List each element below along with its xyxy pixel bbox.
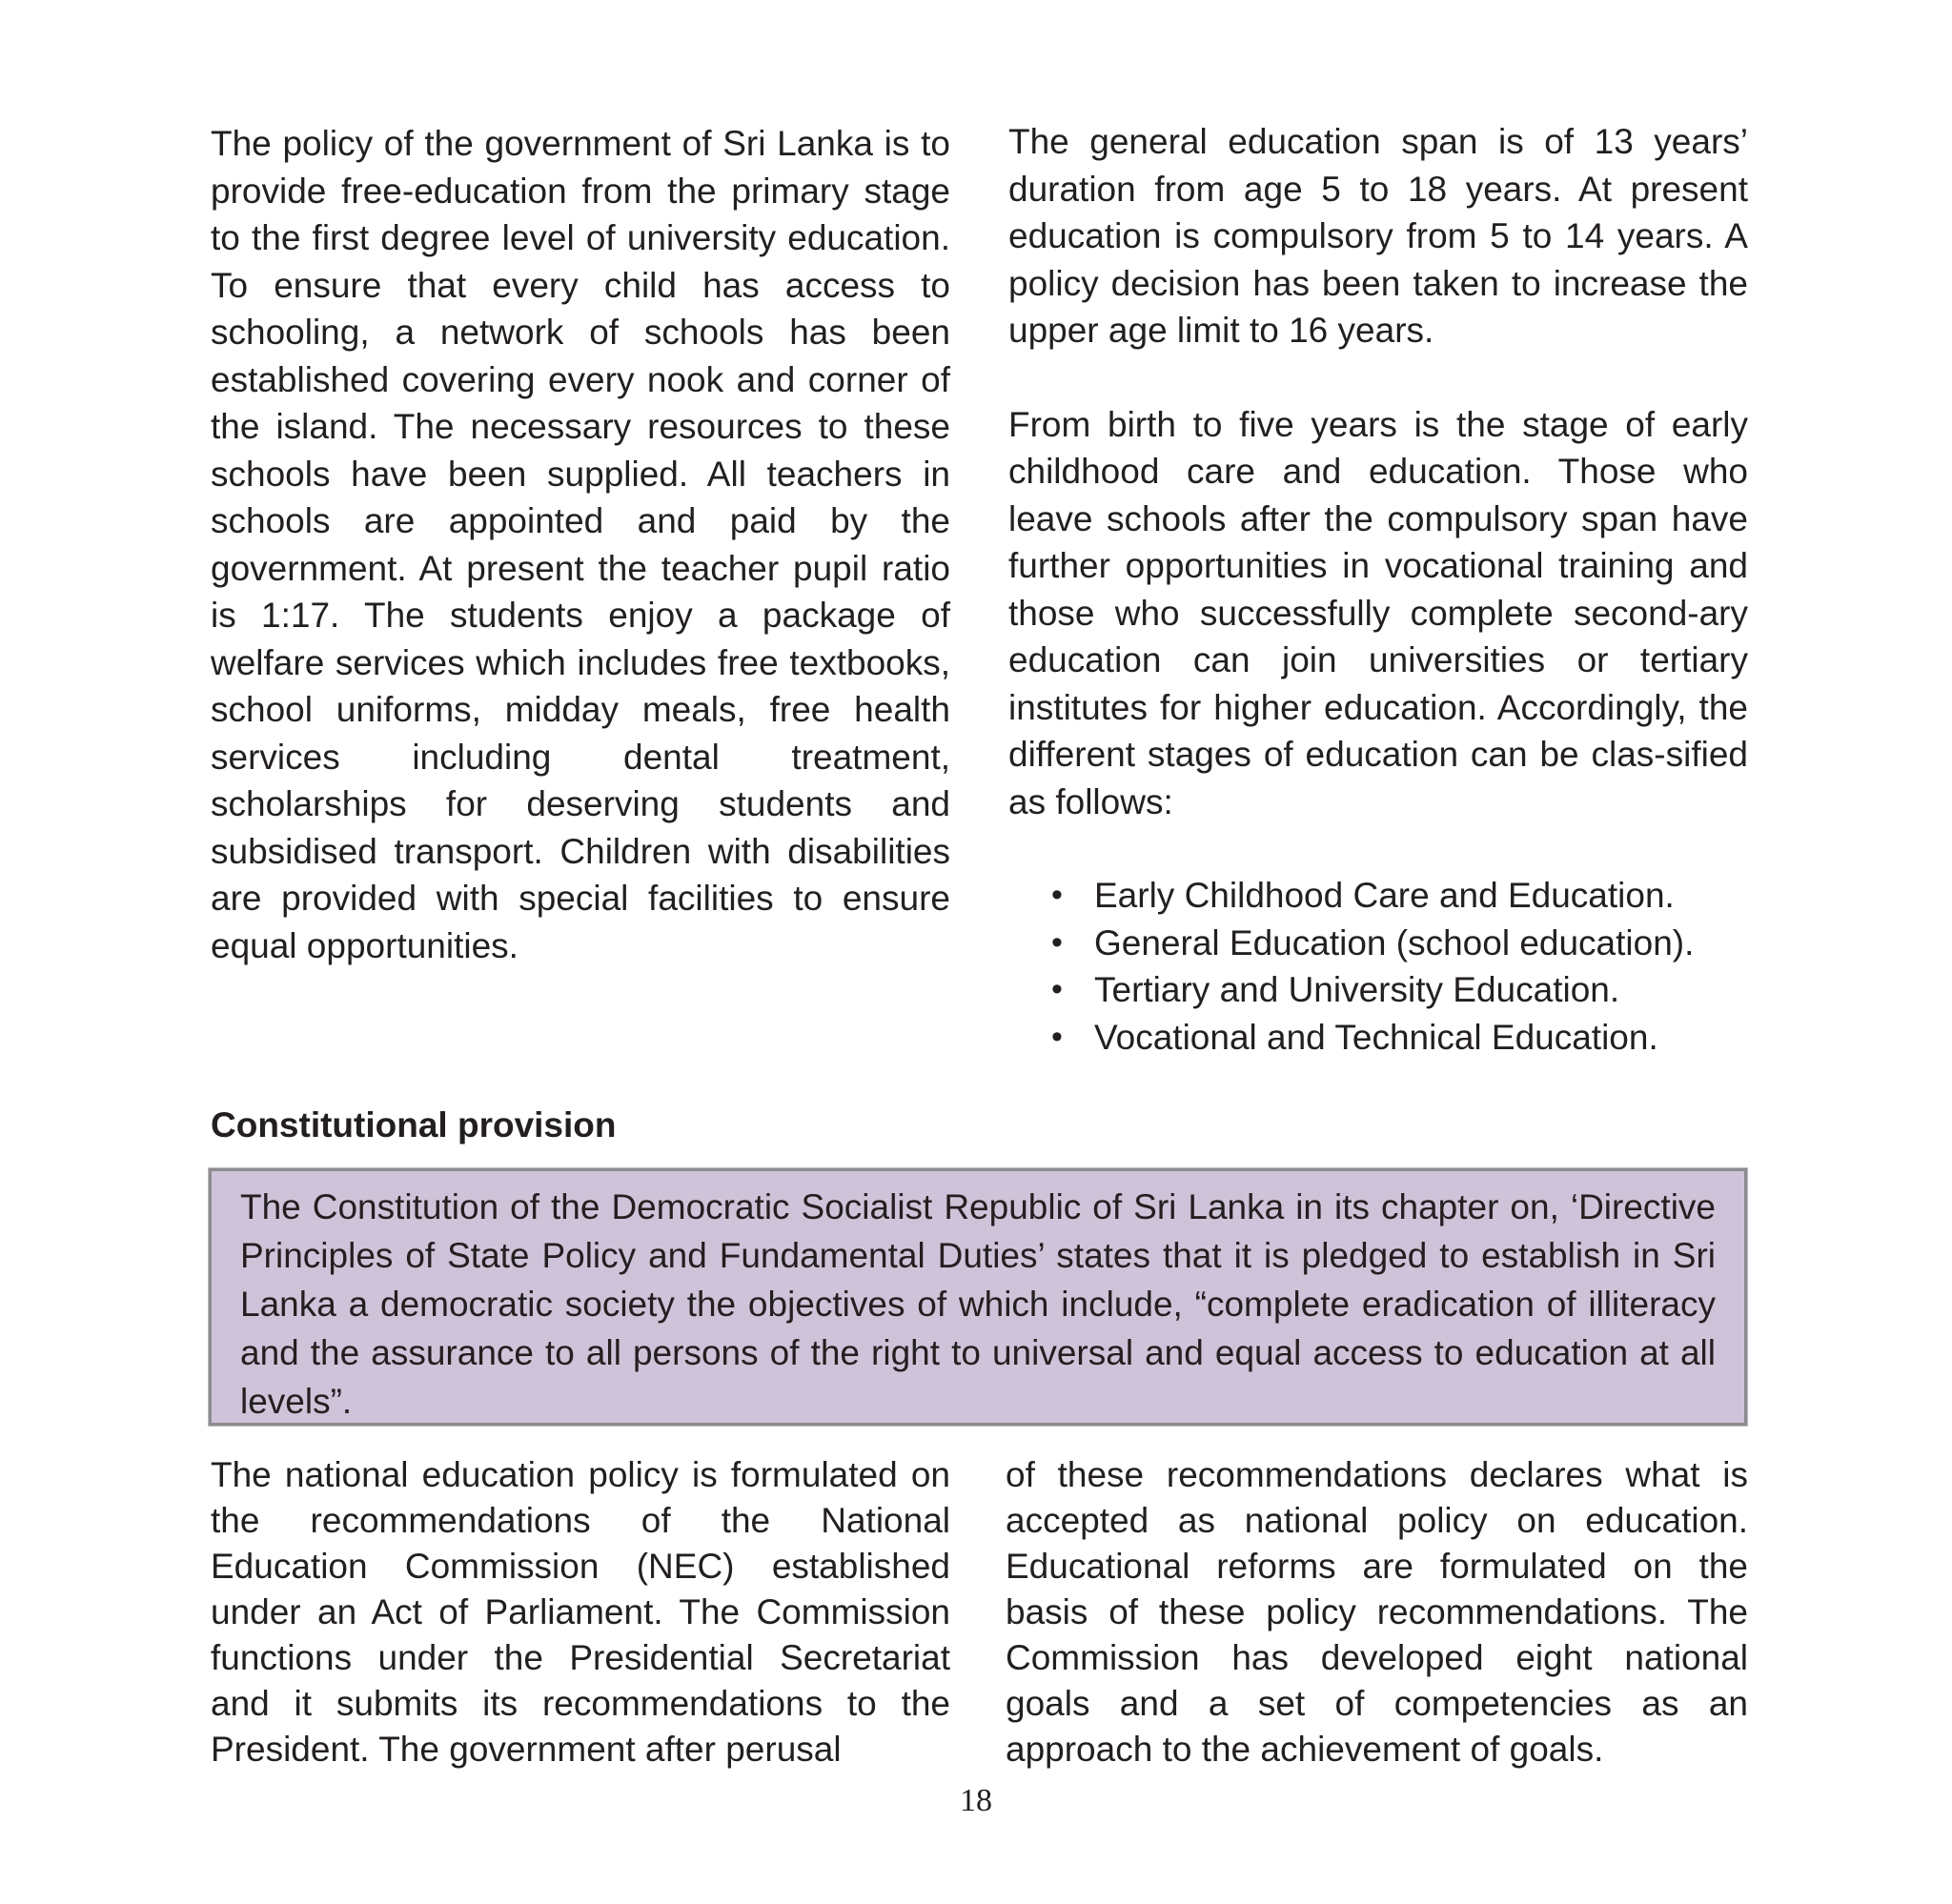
list-item-text: Vocational and Technical Education. — [1094, 1017, 1658, 1057]
list-item-text: Early Childhood Care and Education. — [1094, 876, 1675, 915]
free-education-paragraph: The policy of the government of Sri Lanka is to provide free-education from the primary stage to the first degree level of university education. To ensure that every child has access to schooling, a network of schools has been established covering every nook and corner of the island. The necessary resources to these schools have been supplied. All teachers in schools are appointed and paid by the government. At present the teacher pupil ratio is 1:17. The students enjoy a package of welfare services which includes free textbooks, school uniforms, midday meals, free health services including dental treatment, scholarships for deserving students and subsidised transport. Children with disabilities are provided with special facilities to ensure equal opportunities. — [211, 124, 950, 965]
list-item-text: Tertiary and University Education. — [1094, 970, 1620, 1009]
page-number: 18 — [960, 1783, 992, 1818]
list-item-text: General Education (school education). — [1094, 922, 1695, 962]
left-column-bottom — [211, 1452, 950, 1772]
national-policy-paragraph: The national education policy is formulated on the recommendations of the National Education Commission (NEC) established under an Act of Parliament. The Commission functions under the Presidential Secretariat and it submits its recommendations to the President. The government after perusal — [211, 1455, 950, 1769]
education-stages-list — [1008, 872, 1748, 1061]
education-span-paragraph: The general education span is of 13 years’ duration from age 5 to 18 years. At present education is compulsory from 5 to 14 years. A policy decision has been taken to increase the upper age limit to 16 years. — [1008, 122, 1748, 350]
bullet-icon: • — [1051, 923, 1063, 961]
list-item — [1051, 872, 1748, 920]
education-stages-paragraph: From birth to five years is the stage of early childhood care and education. Those who leave schools after the compulsory span have further opportunities in vocational training and those who successfully complete second-ary education can join universities or tertiary institutes for higher education. Accordingly, the different stages of education can be clas-sified as follows: — [1008, 404, 1748, 821]
section-heading: Constitutional provision — [211, 1105, 617, 1144]
reforms-paragraph: of these recommendations declares what is accepted as national policy on education. Educational reforms are formulated on the basis of these policy recommendations. The Commission has developed eight national goals and a set of competencies as an approach to the achievement of goals. — [1006, 1455, 1748, 1769]
bullet-icon: • — [1051, 971, 1063, 1007]
bullet-icon: • — [1051, 1018, 1063, 1055]
left-column-top — [211, 120, 950, 969]
constitution-quote-text: The Constitution of the Democratic Socialist Republic of Sri Lanka in its chapter on, ‘Directive Principles of State Policy and Fundamental Duties’ states that it is pledged to establish in Sri Lanka a democratic society the objectives of which include, “complete eradication of illiteracy and the assurance to all persons of the right to universal and equal access to education at all levels”. — [240, 1187, 1716, 1421]
right-column-top — [1008, 118, 1748, 1061]
list-item — [1051, 966, 1748, 1014]
constitution-quote-box — [209, 1168, 1747, 1426]
list-item — [1051, 1014, 1748, 1062]
list-item — [1051, 920, 1748, 967]
right-column-bottom — [1006, 1452, 1748, 1772]
bullet-icon: • — [1051, 877, 1063, 913]
